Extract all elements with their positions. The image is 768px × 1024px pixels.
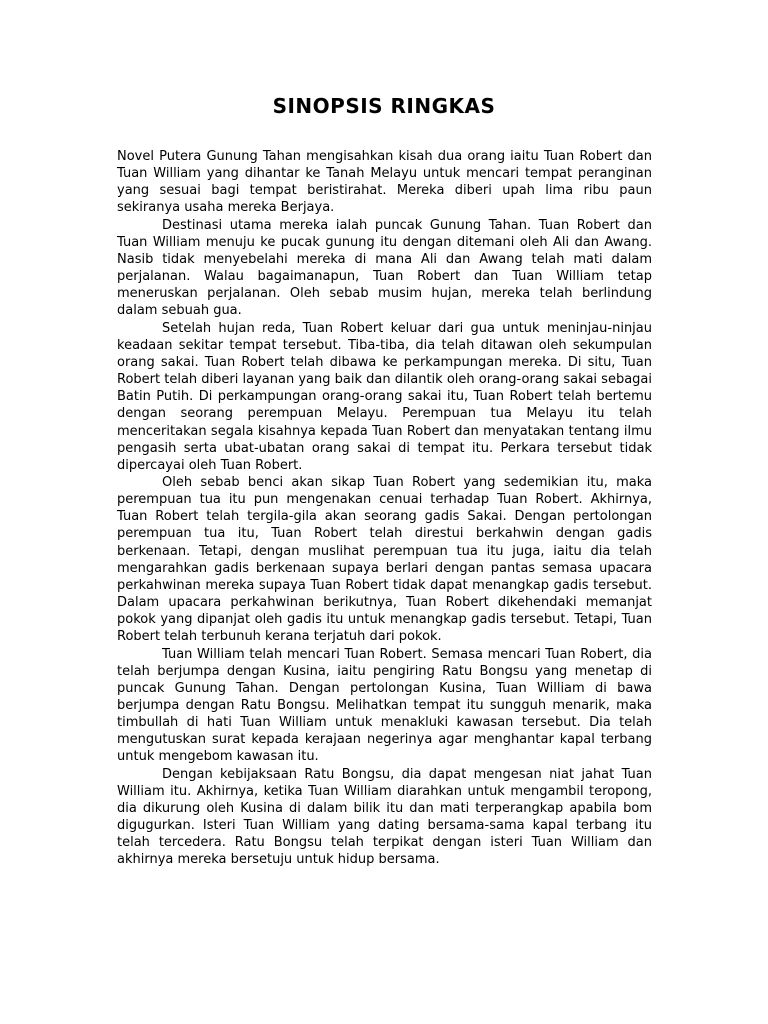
paragraph-6: Dengan kebijaksaan Ratu Bongsu, dia dapat mengesan niat jahat Tuan William itu. Akhirnya, ketika Tuan William diarahkan untuk mengambil teropong, dia dikurung oleh Kusina di dalam bilik itu dan mati terperangkap apabila bom digugurkan. Isteri Tuan William yang dating bersama-sama kapal terbang itu telah tercedera. Ratu Bongsu telah terpikat dengan isteri Tuan William dan akhirnya mereka bersetuju untuk hidup bersama. xyxy=(117,766,652,868)
paragraph-3: Setelah hujan reda, Tuan Robert keluar dari gua untuk meninjau-ninjau keadaan sekitar tempat tersebut. Tiba-tiba, dia telah ditawan oleh sekumpulan orang sakai. Tuan Robert telah dibawa ke perkampungan mereka. Di situ, Tuan Robert telah diberi layanan yang baik dan dilantik oleh orang-orang sakai sebagai Batin Putih. Di perkampungan orang-orang sakai itu, Tuan Robert telah bertemu dengan seorang perempuan Melayu. Perempuan tua Melayu itu telah menceritakan segala kisahnya kepada Tuan Robert dan menyatakan tentang ilmu pengasih serta ubat-ubatan orang sakai di tempat itu. Perkara tersebut tidak dipercayai oleh Tuan Robert. xyxy=(117,320,652,473)
page-title: SINOPSIS RINGKAS xyxy=(272,94,496,118)
synopsis-body xyxy=(117,148,652,869)
paragraph-5: Tuan William telah mencari Tuan Robert. Semasa mencari Tuan Robert, dia telah berjumpa dengan Kusina, iaitu pengiring Ratu Bongsu yang menetap di puncak Gunung Tahan. Dengan pertolongan Kusina, Tuan William di bawa berjumpa dengan Ratu Bongsu. Melihatkan tempat itu sungguh menarik, maka timbullah di hati Tuan William untuk menakluki kawasan tersebut. Dia telah mengutuskan surat kepada kerajaan negerinya agar menghantar kapal terbang untuk mengebom kawasan itu. xyxy=(117,646,652,765)
paragraph-1: Novel Putera Gunung Tahan mengisahkan kisah dua orang iaitu Tuan Robert dan Tuan William yang dihantar ke Tanah Melayu untuk mencari tempat peranginan yang sesuai bagi tempat beristirahat. Mereka diberi upah lima ribu paun sekiranya usaha mereka Berjaya. xyxy=(117,149,652,216)
paragraph-4: Oleh sebab benci akan sikap Tuan Robert yang sedemikian itu, maka perempuan tua itu pun mengenakan cenuai terhadap Tuan Robert. Akhirnya, Tuan Robert telah tergila-gila akan seorang gadis Sakai. Dengan pertolongan perempuan tua itu, Tuan Robert telah direstui berkahwin dengan gadis berkenaan. Tetapi, dengan muslihat perempuan tua itu juga, iaitu dia telah mengarahkan gadis berkenaan supaya berlari dengan pantas semasa upacara perkahwinan mereka supaya Tuan Robert tidak dapat menangkap gadis tersebut. Dalam upacara perkahwinan berikutnya, Tuan Robert dikehendaki memanjat pokok yang dipanjat oleh gadis itu untuk menangkap gadis tersebut. Tetapi, Tuan Robert telah terbunuh kerana terjatuh dari pokok. xyxy=(117,474,652,645)
paragraph-2: Destinasi utama mereka ialah puncak Gunung Tahan. Tuan Robert dan Tuan William menuju ke pucak gunung itu dengan ditemani oleh Ali dan Awang. Nasib tidak menyebelahi mereka di mana Ali dan Awang telah mati dalam perjalanan. Walau bagaimanapun, Tuan Robert dan Tuan William tetap meneruskan perjalanan. Oleh sebab musim hujan, mereka telah berlindung dalam sebuah gua. xyxy=(117,217,652,319)
